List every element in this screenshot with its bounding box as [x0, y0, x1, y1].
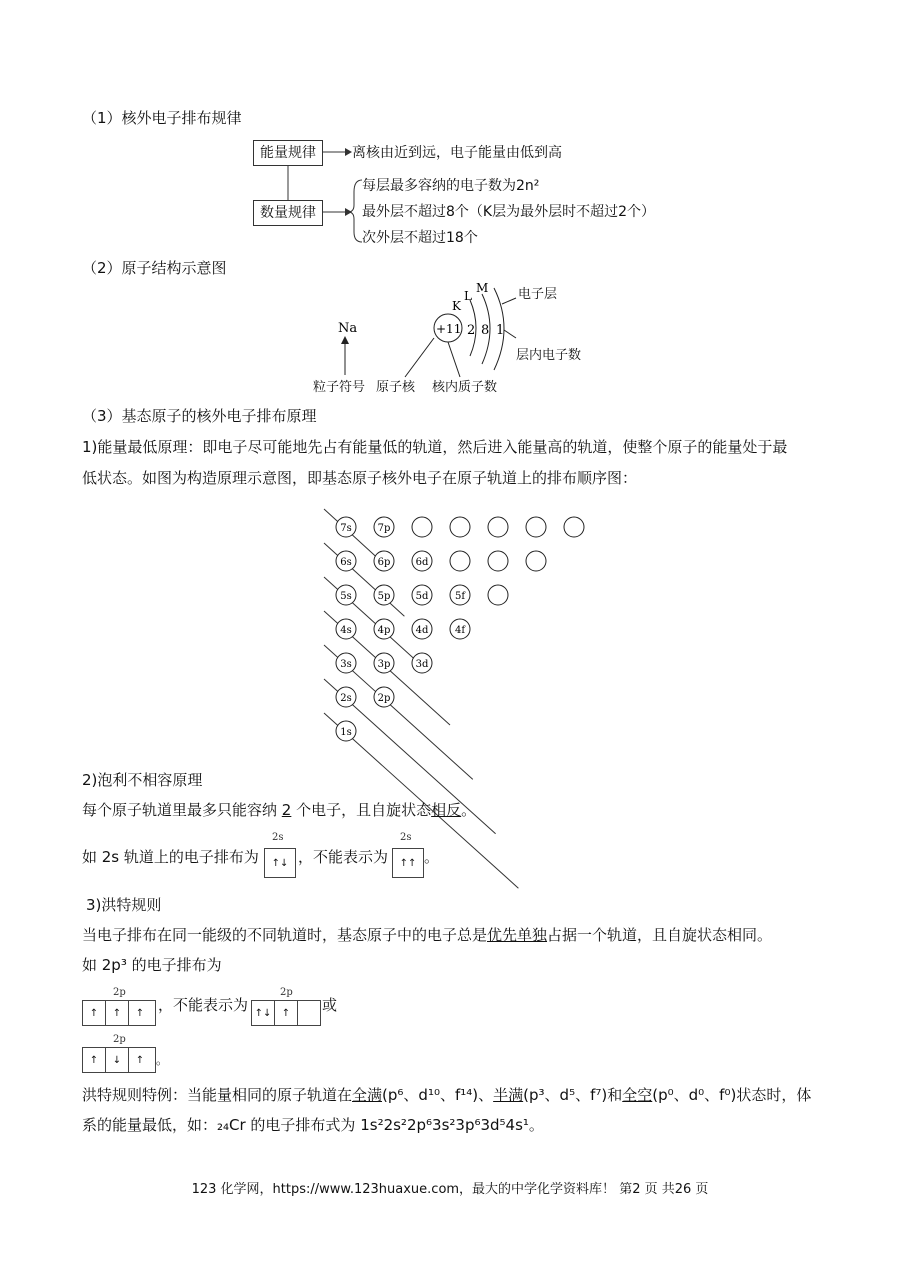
- pauli-example-c: 。: [424, 848, 440, 866]
- orbital-label: 5d: [415, 591, 429, 602]
- hund-special-line1: 洪特规则特例：当能量相同的原子轨道在全满(p⁶、d¹⁰、f¹⁴)、半满(p³、d⁵、f⁷)和全空(p⁰、d⁰、f⁰)状态时，体: [82, 1086, 812, 1104]
- orbital-2s-label: 2s: [272, 832, 284, 843]
- hund-not: ，不能表示为: [158, 996, 249, 1014]
- orbital-label: 1s: [340, 727, 352, 738]
- orbital-circle: [526, 517, 546, 537]
- orbital-label: 4d: [415, 625, 429, 636]
- orbital-circle: [450, 517, 470, 537]
- aufbau-arrow: [324, 543, 404, 616]
- label-protons: 核内质子数: [432, 380, 498, 395]
- orbital-label: 6s: [340, 557, 352, 568]
- orbital-label: 6p: [377, 557, 391, 568]
- orbital-label: 5p: [377, 591, 391, 602]
- orbital-box-2p-correct: ↑ ↑ ↑: [82, 1000, 156, 1026]
- orbital-label: 4p: [377, 625, 391, 636]
- orbital-circle: [488, 585, 508, 605]
- shell-m: M: [476, 281, 489, 295]
- section3-heading: （3）基态原子的核外电子排布原理: [82, 407, 317, 425]
- orbital-box-2p-wrong-1: ↑↓ ↑: [251, 1000, 321, 1026]
- principle1-line1: 1)能量最低原理：即电子尽可能地先占有能量低的轨道，然后进入能量高的轨道，使整个原子的能量处于最: [82, 438, 788, 456]
- orbital-label: 6d: [415, 557, 429, 568]
- aufbau-diagram: [310, 505, 610, 755]
- arrow-up-down: ↑↓: [271, 857, 289, 869]
- arrow-up-up: ↑↑: [399, 857, 417, 869]
- label-shell: 电子层: [518, 287, 558, 302]
- electrons-l: 8: [481, 323, 490, 338]
- hund-dot: 。: [156, 1053, 169, 1067]
- orbital-label: 3s: [340, 659, 352, 670]
- orbital-circle: [488, 551, 508, 571]
- hund-title: 3)洪特规则: [86, 896, 162, 914]
- hund-special-line2: 系的能量最低，如：₂₄Cr 的电子排布式为 1s²2s²2p⁶3s²3p⁶3d⁵4s¹。: [82, 1116, 544, 1134]
- number-rule-box: 数量规律: [253, 200, 323, 226]
- energy-rule-box: 能量规律: [253, 140, 323, 166]
- energy-rule-text: 离核由近到远，电子能量由低到高: [352, 145, 562, 161]
- orbital-circle: [488, 517, 508, 537]
- pauli-example-b: ，不能表示为: [298, 848, 389, 866]
- hund-example: 如 2p³ 的电子排布为: [82, 956, 222, 974]
- number-rule-item-2: 最外层不超过8个（K层为最外层时不超过2个）: [362, 204, 655, 220]
- orbital-2p-label-3: 2p: [113, 1034, 126, 1045]
- orbital-2s-label-wrong: 2s: [400, 832, 412, 843]
- principle1-line2: 低状态。如图为构造原理示意图，即基态原子核外电子在原子轨道上的排布顺序图：: [82, 469, 638, 487]
- hund-or: 或: [322, 996, 338, 1014]
- pauli-text: 每个原子轨道里最多只能容纳 2 个电子，且自旋状态相反。: [82, 801, 477, 819]
- orbital-label: 2s: [340, 693, 352, 704]
- electrons-k: 2: [467, 323, 476, 338]
- orbital-label: 5f: [454, 591, 466, 602]
- orbital-2p-label-1: 2p: [113, 987, 126, 998]
- label-in-shell: 层内电子数: [516, 348, 582, 363]
- label-particle-symbol: 粒子符号: [313, 380, 366, 395]
- orbital-label: 2p: [377, 693, 391, 704]
- orbital-label: 3p: [377, 659, 391, 670]
- page-footer: 123 化学网，https://www.123huaxue.com，最大的中学化学资料库！ 第2 页 共26 页: [191, 1182, 709, 1197]
- orbital-circle: [412, 517, 432, 537]
- hund-text: 当电子排布在同一能级的不同轨道时，基态原子中的电子总是优先单独占据一个轨道，且自旋状态相同。: [82, 926, 773, 944]
- orbital-circle: [450, 551, 470, 571]
- orbital-label: 7s: [340, 523, 352, 534]
- pauli-example-a: 如 2s 轨道上的电子排布为: [82, 848, 259, 866]
- orbital-label: 7p: [377, 523, 391, 534]
- orbital-label: 4f: [454, 625, 466, 636]
- orbital-2p-label-2: 2p: [280, 987, 293, 998]
- orbital-box-2s-correct: [264, 848, 296, 878]
- pauli-title: 2)泡利不相容原理: [82, 771, 203, 789]
- shell-l: L: [464, 289, 472, 303]
- shell-k: K: [452, 299, 461, 313]
- orbital-box-2p-wrong-2: ↑ ↓ ↑: [82, 1047, 156, 1073]
- orbital-circle: [526, 551, 546, 571]
- orbital-label: 3d: [415, 659, 429, 670]
- electrons-m: 1: [496, 323, 505, 338]
- orbital-circle: [564, 517, 584, 537]
- number-rule-item-3: 次外层不超过18个: [362, 230, 478, 246]
- orbital-label: 4s: [340, 625, 352, 636]
- nucleus-charge: +11: [436, 322, 462, 336]
- label-nucleus: 原子核: [376, 380, 416, 395]
- orbital-label: 5s: [340, 591, 352, 602]
- section1-heading: （1）核外电子排布规律: [82, 109, 242, 127]
- section2-heading: （2）原子结构示意图: [82, 259, 227, 277]
- number-rule-item-1: 每层最多容纳的电子数为2n²: [362, 178, 540, 194]
- particle-symbol: Na: [338, 321, 358, 336]
- orbital-box-2s-wrong: [392, 848, 424, 878]
